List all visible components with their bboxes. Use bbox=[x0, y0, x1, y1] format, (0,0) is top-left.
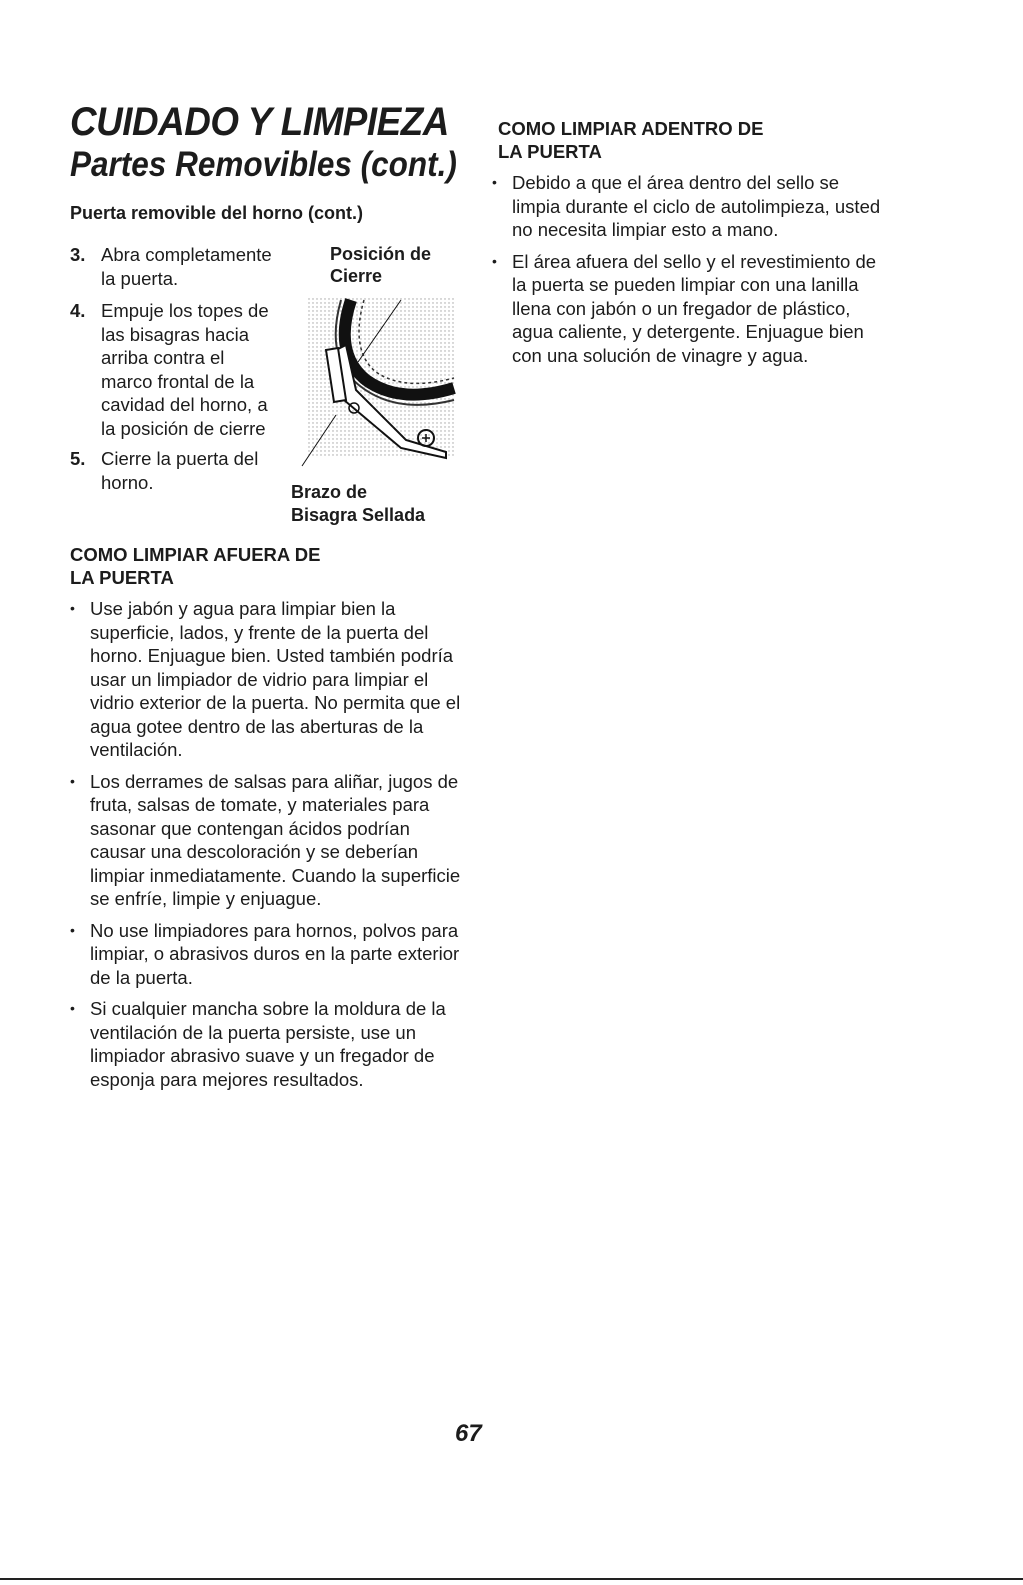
list-item: • Use jabón y agua para limpiar bien la superficie, lados, y frente de la puerta del horno. Enjuague bien. Usted también podría usar un limpiador de vidrio para limpiar el vidrio exterior de la puerta. No permita que el agua gotee dentro de las aberturas de la ventilación. bbox=[70, 597, 470, 762]
hinge-arm-illustration bbox=[296, 290, 456, 470]
step-text: Abra completamente la puerta. bbox=[101, 244, 272, 289]
list-item: • Debido a que el área dentro del sello se limpia durante el ciclo de autolimpieza, usted no necesita limpiar esto a mano. bbox=[492, 171, 892, 242]
footer-divider bbox=[0, 1578, 1023, 1580]
step-text: Cierre la puerta del horno. bbox=[101, 448, 259, 493]
door-subheading: Puerta removible del horno (cont.) bbox=[70, 203, 364, 223]
inside-door-heading: COMO LIMPIAR ADENTRO DE LA PUERTA bbox=[498, 118, 764, 162]
step-number: 5. bbox=[70, 448, 86, 469]
outside-door-heading: COMO LIMPIAR AFUERA DE LA PUERTA bbox=[70, 544, 321, 588]
list-item: • Si cualquier mancha sobre la moldura de la ventilación de la puerta persiste, use un limpiador abrasivo suave y un fregador de esponja para mejores resultados. bbox=[70, 997, 470, 1091]
figure-label-hinge-arm: Brazo de Bisagra Sellada bbox=[291, 482, 426, 525]
step-number: 3. bbox=[70, 244, 86, 265]
list-item: • El área afuera del sello y el revestimiento de la puerta se pueden limpiar con una lanilla llena con jabón o un fregador de plástico, agua caliente, y detergente. Enjuague bien con una solución de vinagre y agua. bbox=[492, 250, 892, 368]
list-item: • Los derrames de salsas para aliñar, jugos de fruta, salsas de tomate, y materiales para sasonar que contengan ácidos podrían causar una descoloración y se deberían limpiar inmediatamente. Cuando la superficie se enfríe, limpie y enjuague. bbox=[70, 770, 470, 911]
page-subtitle: Partes Removibles (cont.) bbox=[70, 145, 457, 184]
step-text: Empuje los topes de las bisagras hacia arriba contra el marco frontal de la cavidad del horno, a la posición de cierre bbox=[101, 300, 269, 439]
page-number: 67 bbox=[455, 1420, 482, 1447]
step-number: 4. bbox=[70, 300, 86, 321]
outside-door-bullets bbox=[70, 597, 470, 1099]
list-item: • No use limpiadores para hornos, polvos para limpiar, o abrasivos duros en la parte exterior de la puerta. bbox=[70, 919, 470, 990]
page-title: CUIDADO Y LIMPIEZA bbox=[70, 100, 449, 144]
figure-label-lock-position: Posición de Cierre bbox=[330, 244, 432, 286]
inside-door-bullets bbox=[492, 171, 892, 375]
